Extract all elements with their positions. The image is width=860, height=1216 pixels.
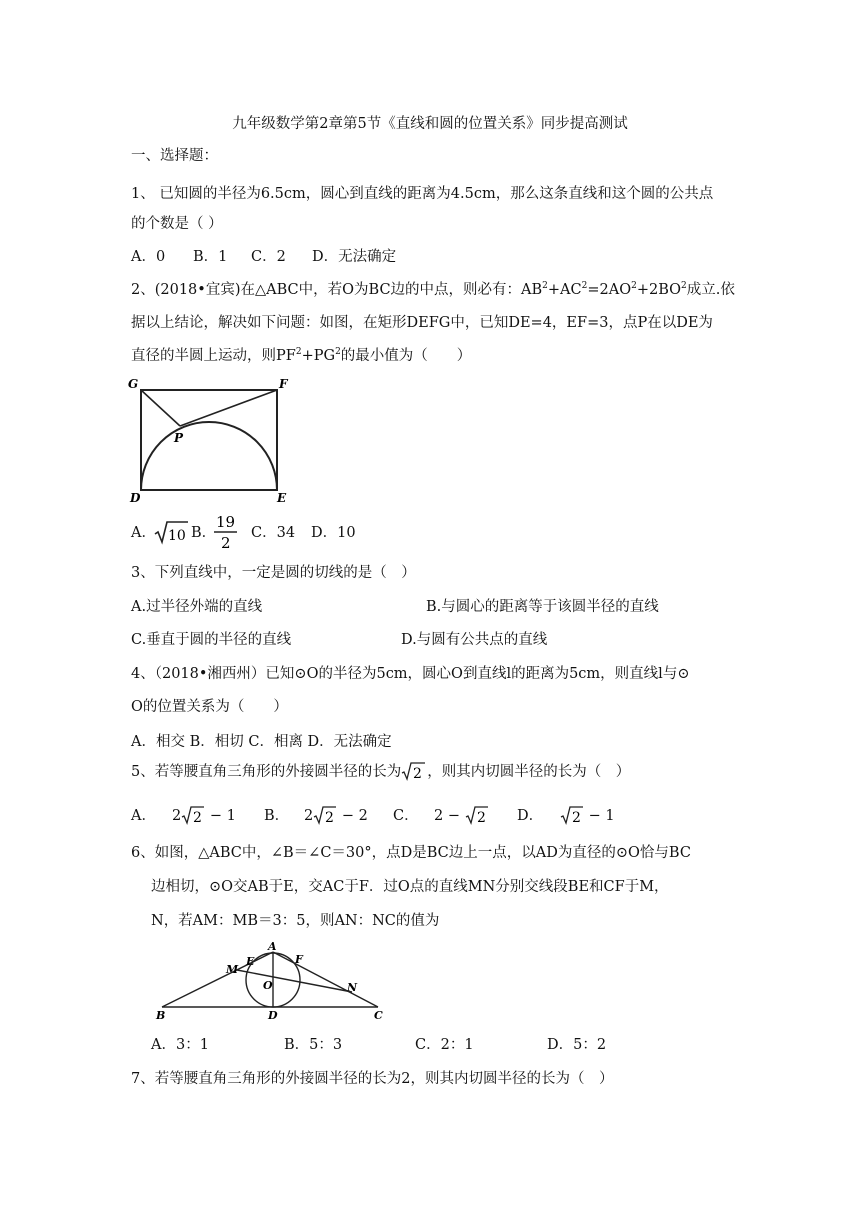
q6-label-b: B (156, 1009, 166, 1022)
q2-option-d: D．10 (311, 525, 356, 541)
q5-stem-radical (401, 762, 427, 782)
q3-option-a: A.过半径外端的直线 (131, 599, 263, 615)
section-heading: 一、选择题： (131, 148, 218, 164)
q6-option-c: C．2：1 (415, 1037, 474, 1053)
q3-option-d: D.与圆有公共点的直线 (401, 632, 548, 648)
q5-option-c-label: C． (393, 808, 419, 824)
q2-stem-line2: 据以上结论，解决如下问题：如图，在矩形DEFG中，已知DE=4，EF=3，点P在以DE为 (131, 315, 713, 331)
q6-label-f: F (295, 953, 303, 966)
q6-stem-line1: 6、如图，△ABC中，∠B＝∠C＝30°，点D是BC边上一点，以AD为直径的⊙O恰与BC (131, 845, 691, 861)
q2-option-b-denominator: 2 (221, 534, 231, 552)
q3-option-c: C.垂直于圆的半径的直线 (131, 632, 292, 648)
q6-label-d: D (268, 1009, 278, 1022)
q2-stem-line3: 直径的半圆上运动，则$PF^2+PG^2$的最小值为（ ） (131, 347, 472, 364)
q1-stem-line2: 的个数是（ ） (131, 216, 223, 232)
q6-stem-line3: N，若AM：MB＝3：5，则AN：NC的值为 (151, 913, 440, 929)
q2-option-a-radicand: 10 (168, 528, 186, 544)
q2-option-b-label: B． (191, 525, 217, 541)
q1-option-a: A．0 (131, 249, 166, 265)
q5-option-d-label: D． (517, 808, 544, 824)
q6-label-o: O (263, 979, 273, 992)
q2-label-e: E (277, 491, 287, 505)
q2-label-g: G (128, 377, 139, 391)
q5-option-c-math: 2 − 2 (434, 806, 489, 826)
q5-option-b-label: B． (264, 808, 290, 824)
q5-option-b-math: 2 2 − 2 (304, 808, 368, 826)
q6-label-e: E (246, 955, 255, 968)
q6-option-a: A．3：1 (151, 1037, 209, 1053)
q6-label-m: M (226, 963, 239, 976)
q2-option-a-label: A． (131, 525, 156, 541)
q2-label-d: D (130, 491, 141, 505)
q5-option-d-math: 2 − 1 (560, 806, 615, 826)
q4-options: A．相交 B．相切 C．相离 D．无法确定 (131, 734, 392, 750)
svg-text:2: 2 (193, 810, 203, 826)
q5-option-a-math: 2 2 − 1 (172, 808, 236, 826)
q6-stem-line2: 边相切，⊙O交AB于E，交AC于F．过O点的直线MN分别交线段BE和CF于M， (151, 879, 669, 895)
q2-label-f: F (279, 377, 288, 391)
page-title: 九年级数学第2章第5节《直线和圆的位置关系》同步提高测试 (232, 116, 628, 132)
svg-text:2: 2 (476, 810, 486, 826)
q2-option-b-numerator: 19 (216, 513, 236, 531)
q6-option-d: D．5：2 (547, 1037, 607, 1053)
q2-option-b-fraction (213, 510, 239, 554)
q4-stem-line1: 4、（2018•湘西州）已知⊙O的半径为5cm，圆心O到直线l的距离为5cm，则直线l与⊙ (131, 666, 690, 682)
svg-text:2: 2 (572, 810, 581, 826)
q5-option-a-label: A． (131, 808, 156, 824)
q6-figure (150, 940, 390, 1022)
q6-label-n: N (347, 981, 358, 994)
svg-text:2: 2 (325, 810, 335, 826)
q3-option-b: B.与圆心的距离等于该圆半径的直线 (426, 599, 659, 615)
svg-text:2: 2 (413, 766, 423, 782)
q5-stem: 5、若等腰直角三角形的外接圆半径的长为 2 ，则其内切圆半径的长为（ ） (131, 764, 631, 782)
q2-option-a-math (154, 518, 190, 546)
q3-stem: 3、下列直线中，一定是圆的切线的是（ ） (131, 565, 416, 581)
q6-option-b: B．5：3 (284, 1037, 343, 1053)
q4-stem-line2: O的位置关系为（ ） (131, 699, 288, 715)
q2-stem-line1: 2、(2018•宜宾)在△ABC中，若O为BC边的中点，则必有：$AB^2+AC^2=2AO^2+2BO^2$成立.依 (131, 281, 735, 298)
q2-label-p: P (174, 431, 184, 445)
q1-stem-line1: 1、 已知圆的半径为6.5cm，圆心到直线的距离为4.5cm，那么这条直线和这个圆的公共点 (131, 186, 714, 202)
q2-option-c: C．34 (251, 525, 296, 541)
q2-figure (126, 370, 306, 508)
q1-option-c: C．2 (251, 249, 286, 265)
q6-label-c: C (374, 1009, 383, 1022)
q6-label-a: A (268, 940, 277, 953)
q1-option-d: D．无法确定 (312, 249, 397, 265)
q7-stem: 7、若等腰直角三角形的外接圆半径的长为2，则其内切圆半径的长为（ ） (131, 1071, 614, 1087)
q1-option-b: B．1 (193, 249, 228, 265)
